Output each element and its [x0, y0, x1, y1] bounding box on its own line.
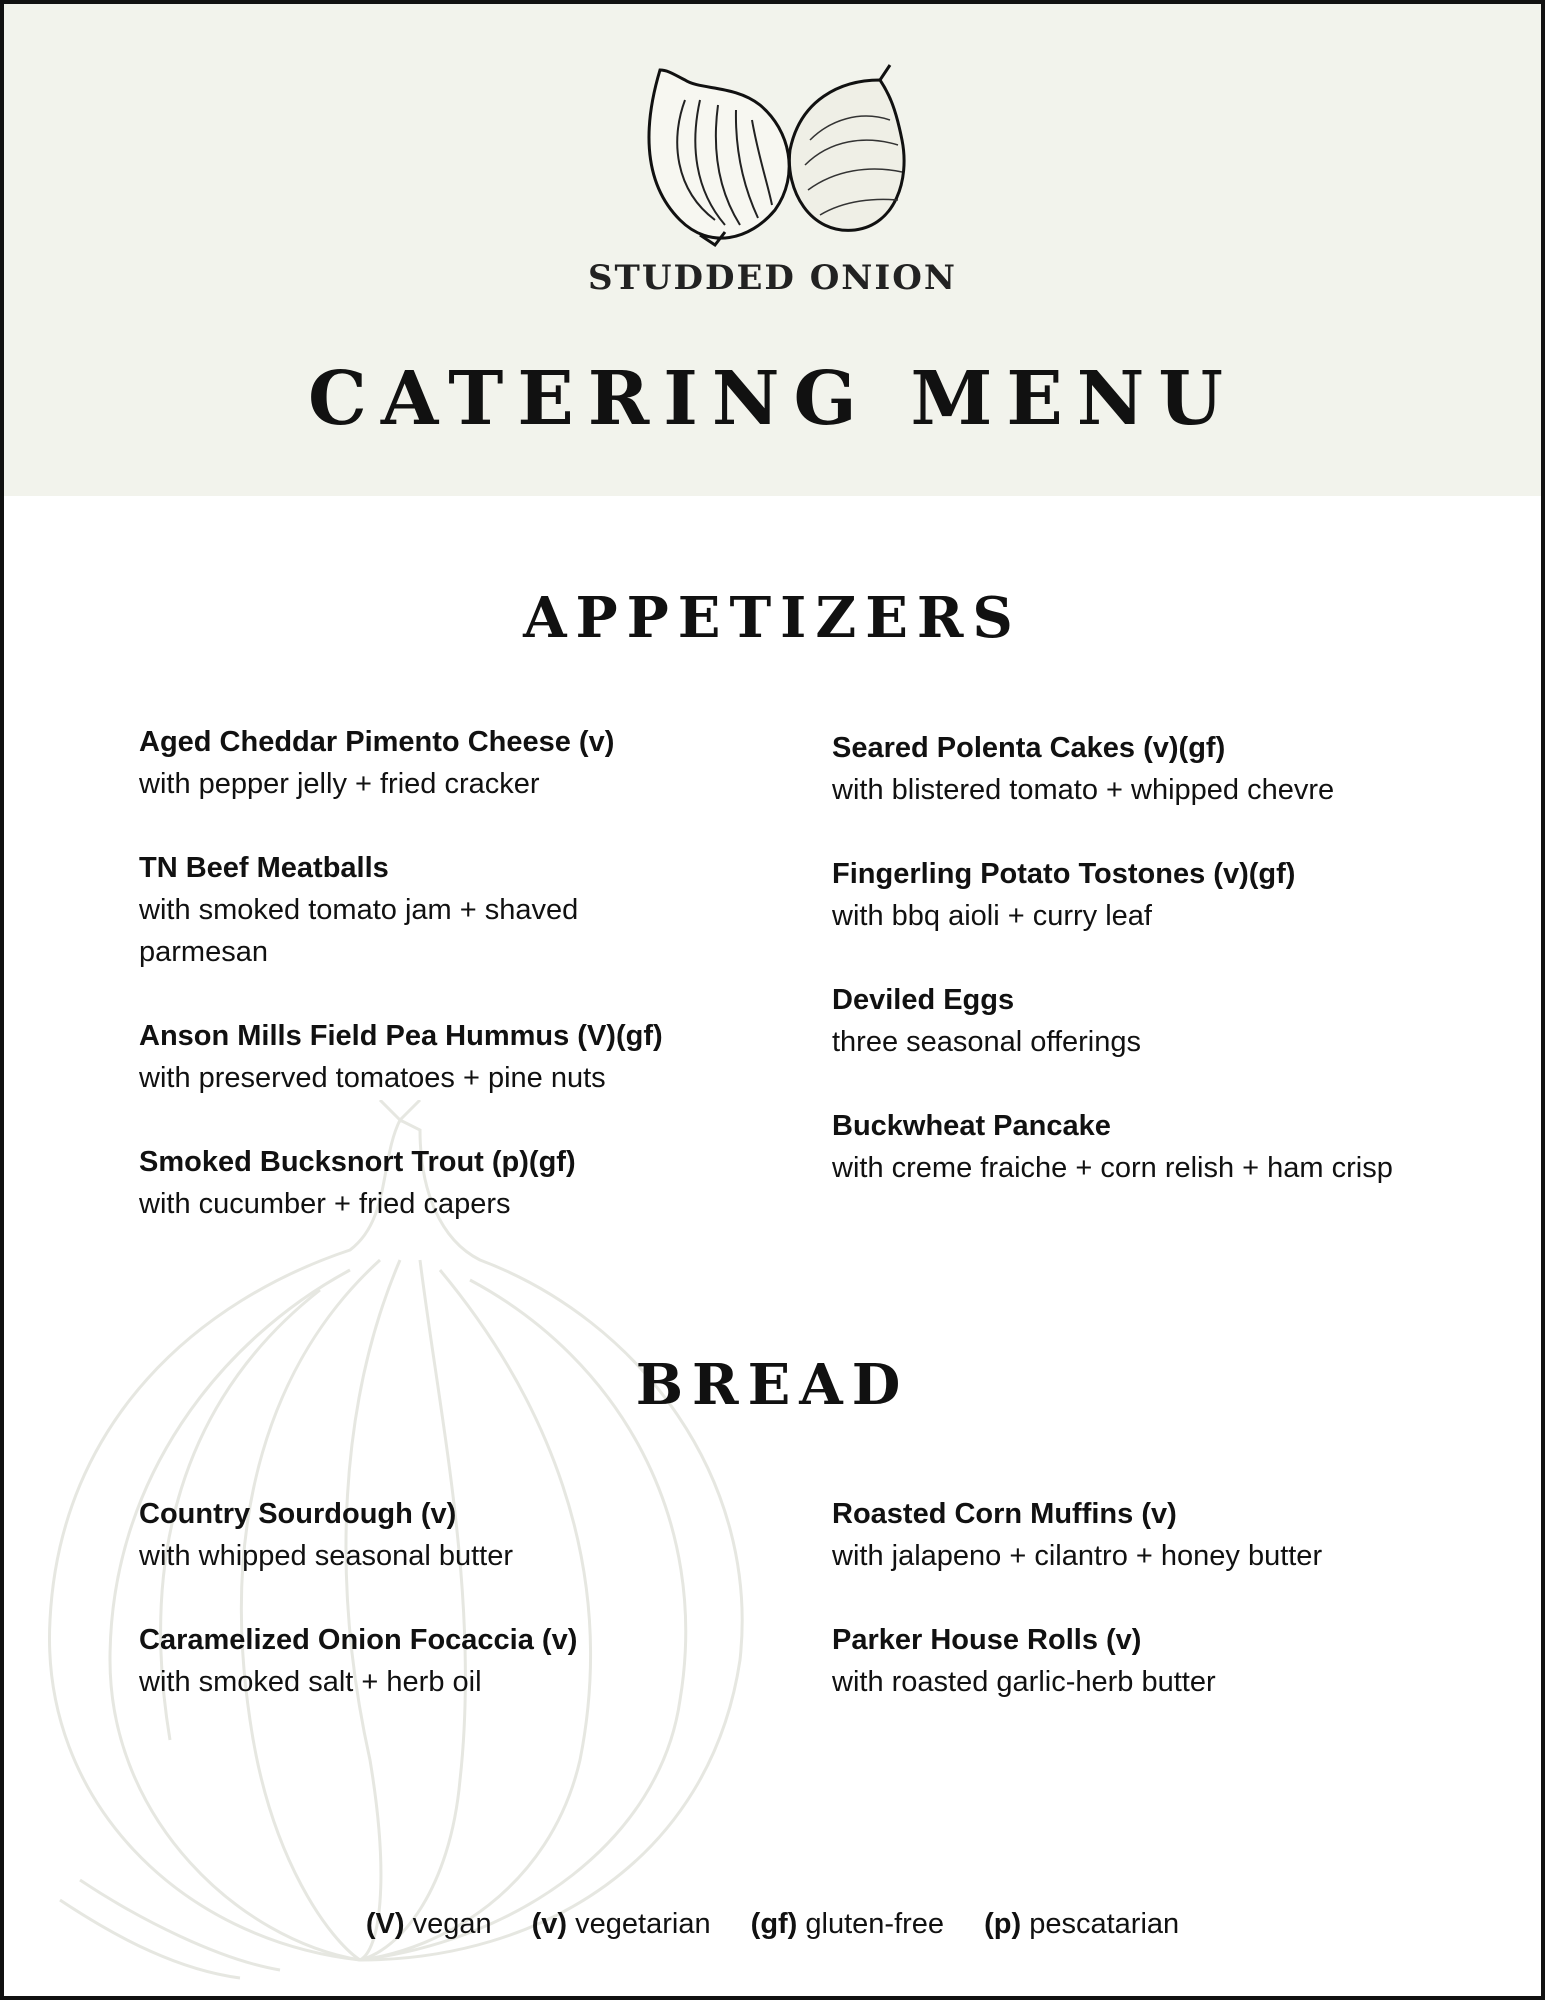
- menu-item: [139, 1141, 759, 1225]
- menu-item: [832, 727, 1472, 811]
- legend-label: gluten-free: [805, 1908, 945, 1940]
- item-description: with preserved tomatoes + pine nuts: [139, 1062, 606, 1094]
- legend-label: pescatarian: [1029, 1908, 1180, 1940]
- item-description: with blistered tomato + whipped chevre: [832, 774, 1335, 806]
- brand-name: STUDDED ONION: [587, 258, 957, 298]
- item-name: Country Sourdough (v): [139, 1498, 457, 1530]
- menu-item: [832, 1105, 1472, 1189]
- legend-entry-gluten-free: [751, 1908, 944, 1940]
- item-name: TN Beef Meatballs: [139, 852, 389, 884]
- menu-item: [139, 1015, 759, 1099]
- item-description: with smoked salt + herb oil: [139, 1666, 482, 1698]
- legend-entry-vegetarian: [532, 1908, 711, 1940]
- item-name: Parker House Rolls (v): [832, 1624, 1142, 1656]
- item-description: with creme fraiche + corn relish + ham crisp: [832, 1152, 1393, 1184]
- appetizers-left-column: [139, 721, 759, 1225]
- item-name: Buckwheat Pancake: [832, 1110, 1111, 1142]
- legend-key: (gf): [750, 1908, 798, 1940]
- legend-key: (V): [365, 1908, 405, 1940]
- menu-item: [832, 1493, 1472, 1577]
- section-title-bread: BREAD: [635, 1352, 910, 1418]
- legend-key: (p): [984, 1908, 1022, 1940]
- menu-title: CATERING MENU: [308, 356, 1237, 442]
- item-description: with roasted garlic-herb butter: [832, 1666, 1216, 1698]
- item-name: Seared Polenta Cakes (v)(gf): [832, 732, 1226, 764]
- bread-right-column: [832, 1493, 1472, 1703]
- menu-item: [139, 1493, 759, 1577]
- item-name: Caramelized Onion Focaccia (v): [139, 1624, 578, 1656]
- item-description: with pepper jelly + fried cracker: [139, 768, 540, 800]
- item-name: Anson Mills Field Pea Hummus (V)(gf): [139, 1020, 663, 1052]
- legend-label: vegan: [412, 1908, 492, 1940]
- menu-item: [139, 1619, 759, 1703]
- legend-entry-vegan: [366, 1908, 492, 1940]
- menu-item: [139, 721, 759, 805]
- menu-item: [832, 1619, 1472, 1703]
- menu-item: [832, 853, 1472, 937]
- item-name: Roasted Corn Muffins (v): [832, 1498, 1177, 1530]
- item-name: Smoked Bucksnort Trout (p)(gf): [139, 1146, 576, 1178]
- item-description: three seasonal offerings: [832, 1026, 1142, 1058]
- appetizers-right-column: [832, 727, 1472, 1189]
- item-description: with whipped seasonal butter: [139, 1540, 514, 1572]
- item-description: with cucumber + fried capers: [139, 1188, 511, 1220]
- legend-entry-pescatarian: [984, 1908, 1179, 1940]
- item-name: Deviled Eggs: [832, 984, 1015, 1016]
- menu-item: [139, 847, 759, 973]
- item-name: Fingerling Potato Tostones (v)(gf): [832, 858, 1296, 890]
- section-title-appetizers: APPETIZERS: [523, 585, 1022, 651]
- item-description: with jalapeno + cilantro + honey butter: [832, 1540, 1323, 1572]
- legend-label: vegetarian: [575, 1908, 711, 1940]
- legend-key: (v): [531, 1908, 568, 1940]
- bread-left-column: [139, 1493, 759, 1703]
- onion-logo-icon: [640, 60, 920, 250]
- item-name: Aged Cheddar Pimento Cheese (v): [139, 726, 615, 758]
- item-description: with smoked tomato jam + shaved parmesan: [139, 894, 579, 968]
- item-description: with bbq aioli + curry leaf: [832, 900, 1152, 932]
- dietary-legend: [0, 1908, 1545, 1941]
- menu-item: [832, 979, 1472, 1063]
